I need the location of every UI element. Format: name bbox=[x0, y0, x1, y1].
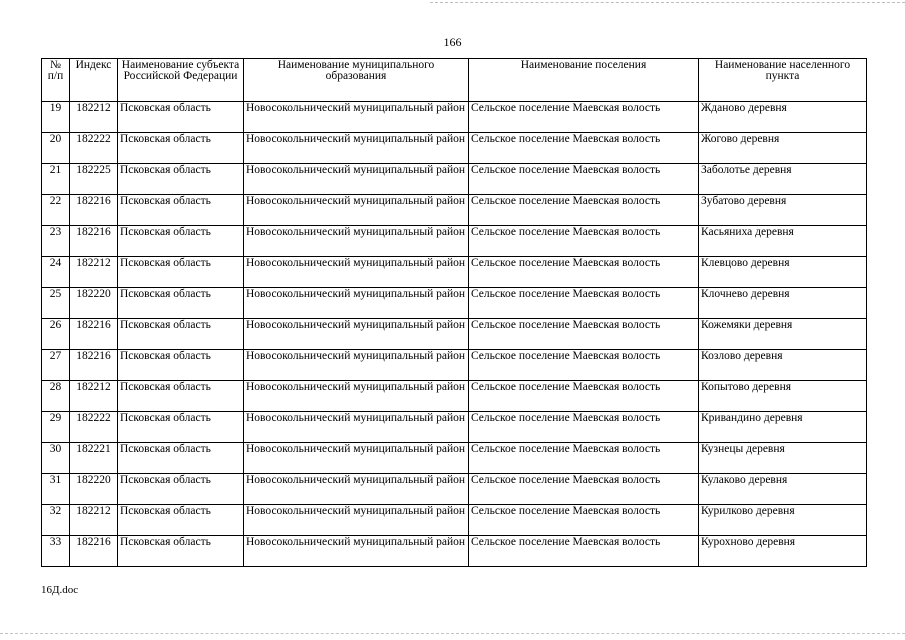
page-number: 166 bbox=[443, 35, 462, 49]
table-row bbox=[42, 412, 867, 443]
cell-settlement: Сельское поселение Маевская волость bbox=[469, 102, 699, 133]
cell-subject: Псковская область bbox=[118, 226, 244, 257]
cell-locality: Жогово деревня bbox=[699, 133, 867, 164]
cell-locality: Кожемяки деревня bbox=[699, 319, 867, 350]
cell-locality: Заболотье деревня bbox=[699, 164, 867, 195]
cell-index: 182222 bbox=[70, 133, 118, 164]
table-row bbox=[42, 102, 867, 133]
cell-municipality: Новосокольнический муниципальный район bbox=[244, 133, 469, 164]
table-row bbox=[42, 443, 867, 474]
scan-artifact-bottom bbox=[0, 633, 905, 635]
table-row bbox=[42, 474, 867, 505]
cell-index: 182212 bbox=[70, 102, 118, 133]
cell-subject: Псковская область bbox=[118, 288, 244, 319]
settlements-table bbox=[41, 58, 867, 567]
header-subject: Наименование субъекта Российской Федерации bbox=[118, 59, 244, 102]
cell-municipality: Новосокольнический муниципальный район bbox=[244, 350, 469, 381]
header-locality: Наименование населенного пункта bbox=[699, 59, 867, 102]
cell-subject: Псковская область bbox=[118, 102, 244, 133]
table-row bbox=[42, 505, 867, 536]
cell-settlement: Сельское поселение Маевская волость bbox=[469, 443, 699, 474]
cell-municipality: Новосокольнический муниципальный район bbox=[244, 536, 469, 567]
cell-num: 27 bbox=[42, 350, 70, 381]
cell-num: 20 bbox=[42, 133, 70, 164]
cell-subject: Псковская область bbox=[118, 350, 244, 381]
cell-municipality: Новосокольнический муниципальный район bbox=[244, 412, 469, 443]
cell-index: 182216 bbox=[70, 195, 118, 226]
cell-index: 182212 bbox=[70, 505, 118, 536]
cell-index: 182212 bbox=[70, 257, 118, 288]
cell-municipality: Новосокольнический муниципальный район bbox=[244, 288, 469, 319]
cell-locality: Жданово деревня bbox=[699, 102, 867, 133]
table-row bbox=[42, 536, 867, 567]
cell-num: 33 bbox=[42, 536, 70, 567]
cell-settlement: Сельское поселение Маевская волость bbox=[469, 226, 699, 257]
cell-subject: Псковская область bbox=[118, 133, 244, 164]
scan-artifact-top bbox=[430, 2, 905, 4]
table-row bbox=[42, 133, 867, 164]
cell-settlement: Сельское поселение Маевская волость bbox=[469, 412, 699, 443]
cell-index: 182220 bbox=[70, 288, 118, 319]
cell-subject: Псковская область bbox=[118, 536, 244, 567]
cell-settlement: Сельское поселение Маевская волость bbox=[469, 164, 699, 195]
cell-index: 182216 bbox=[70, 226, 118, 257]
cell-num: 22 bbox=[42, 195, 70, 226]
cell-index: 182216 bbox=[70, 319, 118, 350]
table-row bbox=[42, 350, 867, 381]
cell-num: 31 bbox=[42, 474, 70, 505]
cell-settlement: Сельское поселение Маевская волость bbox=[469, 350, 699, 381]
table-row bbox=[42, 288, 867, 319]
cell-municipality: Новосокольнический муниципальный район bbox=[244, 443, 469, 474]
header-index: Индекс bbox=[70, 59, 118, 102]
cell-settlement: Сельское поселение Маевская волость bbox=[469, 505, 699, 536]
cell-locality: Кузнецы деревня bbox=[699, 443, 867, 474]
table-row bbox=[42, 257, 867, 288]
cell-locality: Кривандино деревня bbox=[699, 412, 867, 443]
cell-index: 182221 bbox=[70, 443, 118, 474]
cell-settlement: Сельское поселение Маевская волость bbox=[469, 257, 699, 288]
cell-subject: Псковская область bbox=[118, 319, 244, 350]
cell-index: 182216 bbox=[70, 350, 118, 381]
cell-locality: Копытово деревня bbox=[699, 381, 867, 412]
cell-municipality: Новосокольнический муниципальный район bbox=[244, 226, 469, 257]
header-num: № п/п bbox=[42, 59, 70, 102]
cell-index: 182216 bbox=[70, 536, 118, 567]
cell-subject: Псковская область bbox=[118, 412, 244, 443]
cell-index: 182222 bbox=[70, 412, 118, 443]
cell-locality: Клевцово деревня bbox=[699, 257, 867, 288]
table-row bbox=[42, 164, 867, 195]
cell-settlement: Сельское поселение Маевская волость bbox=[469, 536, 699, 567]
cell-index: 182220 bbox=[70, 474, 118, 505]
cell-municipality: Новосокольнический муниципальный район bbox=[244, 505, 469, 536]
cell-subject: Псковская область bbox=[118, 505, 244, 536]
table-header-row bbox=[42, 59, 867, 102]
cell-subject: Псковская область bbox=[118, 443, 244, 474]
cell-num: 25 bbox=[42, 288, 70, 319]
cell-settlement: Сельское поселение Маевская волость bbox=[469, 474, 699, 505]
cell-subject: Псковская область bbox=[118, 164, 244, 195]
cell-settlement: Сельское поселение Маевская волость bbox=[469, 319, 699, 350]
cell-num: 30 bbox=[42, 443, 70, 474]
cell-num: 32 bbox=[42, 505, 70, 536]
cell-num: 23 bbox=[42, 226, 70, 257]
cell-num: 26 bbox=[42, 319, 70, 350]
cell-subject: Псковская область bbox=[118, 381, 244, 412]
cell-settlement: Сельское поселение Маевская волость bbox=[469, 288, 699, 319]
cell-subject: Псковская область bbox=[118, 195, 244, 226]
table-row bbox=[42, 381, 867, 412]
cell-municipality: Новосокольнический муниципальный район bbox=[244, 164, 469, 195]
cell-municipality: Новосокольнический муниципальный район bbox=[244, 381, 469, 412]
cell-locality: Клочнево деревня bbox=[699, 288, 867, 319]
cell-subject: Псковская область bbox=[118, 474, 244, 505]
cell-settlement: Сельское поселение Маевская волость bbox=[469, 381, 699, 412]
cell-municipality: Новосокольнический муниципальный район bbox=[244, 102, 469, 133]
cell-municipality: Новосокольнический муниципальный район bbox=[244, 474, 469, 505]
table-row bbox=[42, 226, 867, 257]
table-row bbox=[42, 195, 867, 226]
cell-locality: Кулаково деревня bbox=[699, 474, 867, 505]
cell-subject: Псковская область bbox=[118, 257, 244, 288]
header-municipality: Наименование муниципального образования bbox=[244, 59, 469, 102]
cell-num: 29 bbox=[42, 412, 70, 443]
cell-locality: Курохново деревня bbox=[699, 536, 867, 567]
footer-filename: 16Д.doc bbox=[41, 584, 79, 596]
cell-locality: Касьяниха деревня bbox=[699, 226, 867, 257]
cell-index: 182225 bbox=[70, 164, 118, 195]
cell-municipality: Новосокольнический муниципальный район bbox=[244, 195, 469, 226]
cell-num: 24 bbox=[42, 257, 70, 288]
cell-num: 21 bbox=[42, 164, 70, 195]
cell-locality: Зубатово деревня bbox=[699, 195, 867, 226]
header-settlement: Наименование поселения bbox=[469, 59, 699, 102]
cell-municipality: Новосокольнический муниципальный район bbox=[244, 257, 469, 288]
cell-num: 19 bbox=[42, 102, 70, 133]
cell-municipality: Новосокольнический муниципальный район bbox=[244, 319, 469, 350]
cell-index: 182212 bbox=[70, 381, 118, 412]
cell-num: 28 bbox=[42, 381, 70, 412]
cell-locality: Козлово деревня bbox=[699, 350, 867, 381]
cell-settlement: Сельское поселение Маевская волость bbox=[469, 133, 699, 164]
cell-locality: Курилково деревня bbox=[699, 505, 867, 536]
table-row bbox=[42, 319, 867, 350]
cell-settlement: Сельское поселение Маевская волость bbox=[469, 195, 699, 226]
